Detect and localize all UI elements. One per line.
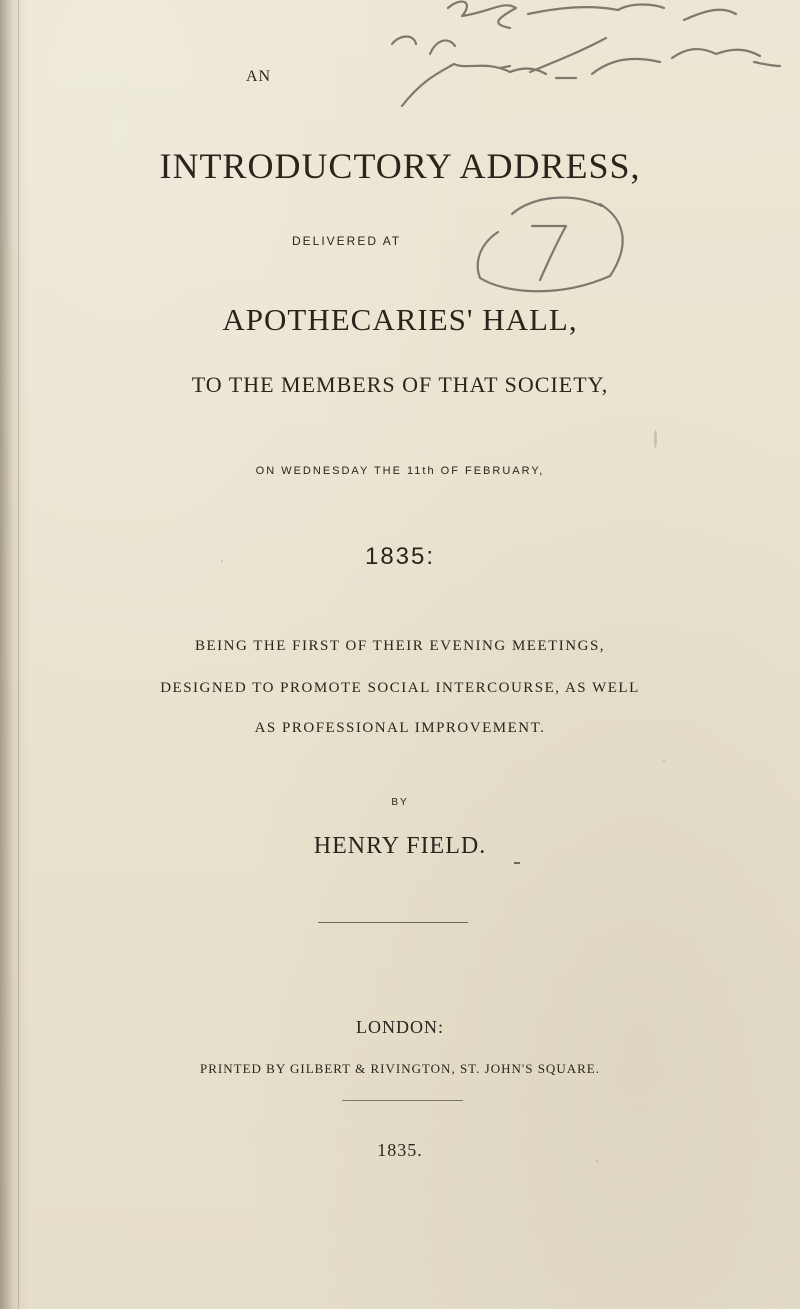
description-line-1: BEING THE FIRST OF THEIR EVENING MEETINGS, [194, 638, 606, 654]
by-label: BY [391, 797, 409, 808]
author-name: HENRY FIELD. [313, 833, 487, 859]
audience-line: TO THE MEMBERS OF THAT SOCIETY, [191, 372, 609, 397]
divider-bottom [342, 1100, 463, 1101]
delivered-label: DELIVERED AT [292, 234, 402, 248]
paper-mark [654, 430, 657, 448]
description-line-2: DESIGNED TO PROMOTE SOCIAL INTERCOURSE, AS WELL [160, 680, 640, 696]
printer-line: PRINTED BY GILBERT & RIVINGTON, ST. JOHN'S SQUARE. [200, 1061, 600, 1076]
description-line-3: AS PROFESSIONAL IMPROVEMENT. [254, 720, 546, 736]
year-line: 1835: [364, 543, 436, 570]
publication-year: 1835. [377, 1140, 423, 1160]
date-line: ON WEDNESDAY THE 11th OF FEBRUARY, [255, 465, 545, 477]
imprint-city: LONDON: [356, 1017, 444, 1037]
divider-top [318, 922, 468, 923]
document-title: INTRODUCTORY ADDRESS, [159, 146, 641, 186]
paper-mark [663, 760, 665, 762]
paper-mark [221, 560, 223, 562]
title-prefix: AN [246, 68, 272, 85]
venue: APOTHECARIES' HALL, [222, 302, 578, 337]
stray-mark [514, 862, 520, 864]
paper-mark [596, 1160, 598, 1162]
